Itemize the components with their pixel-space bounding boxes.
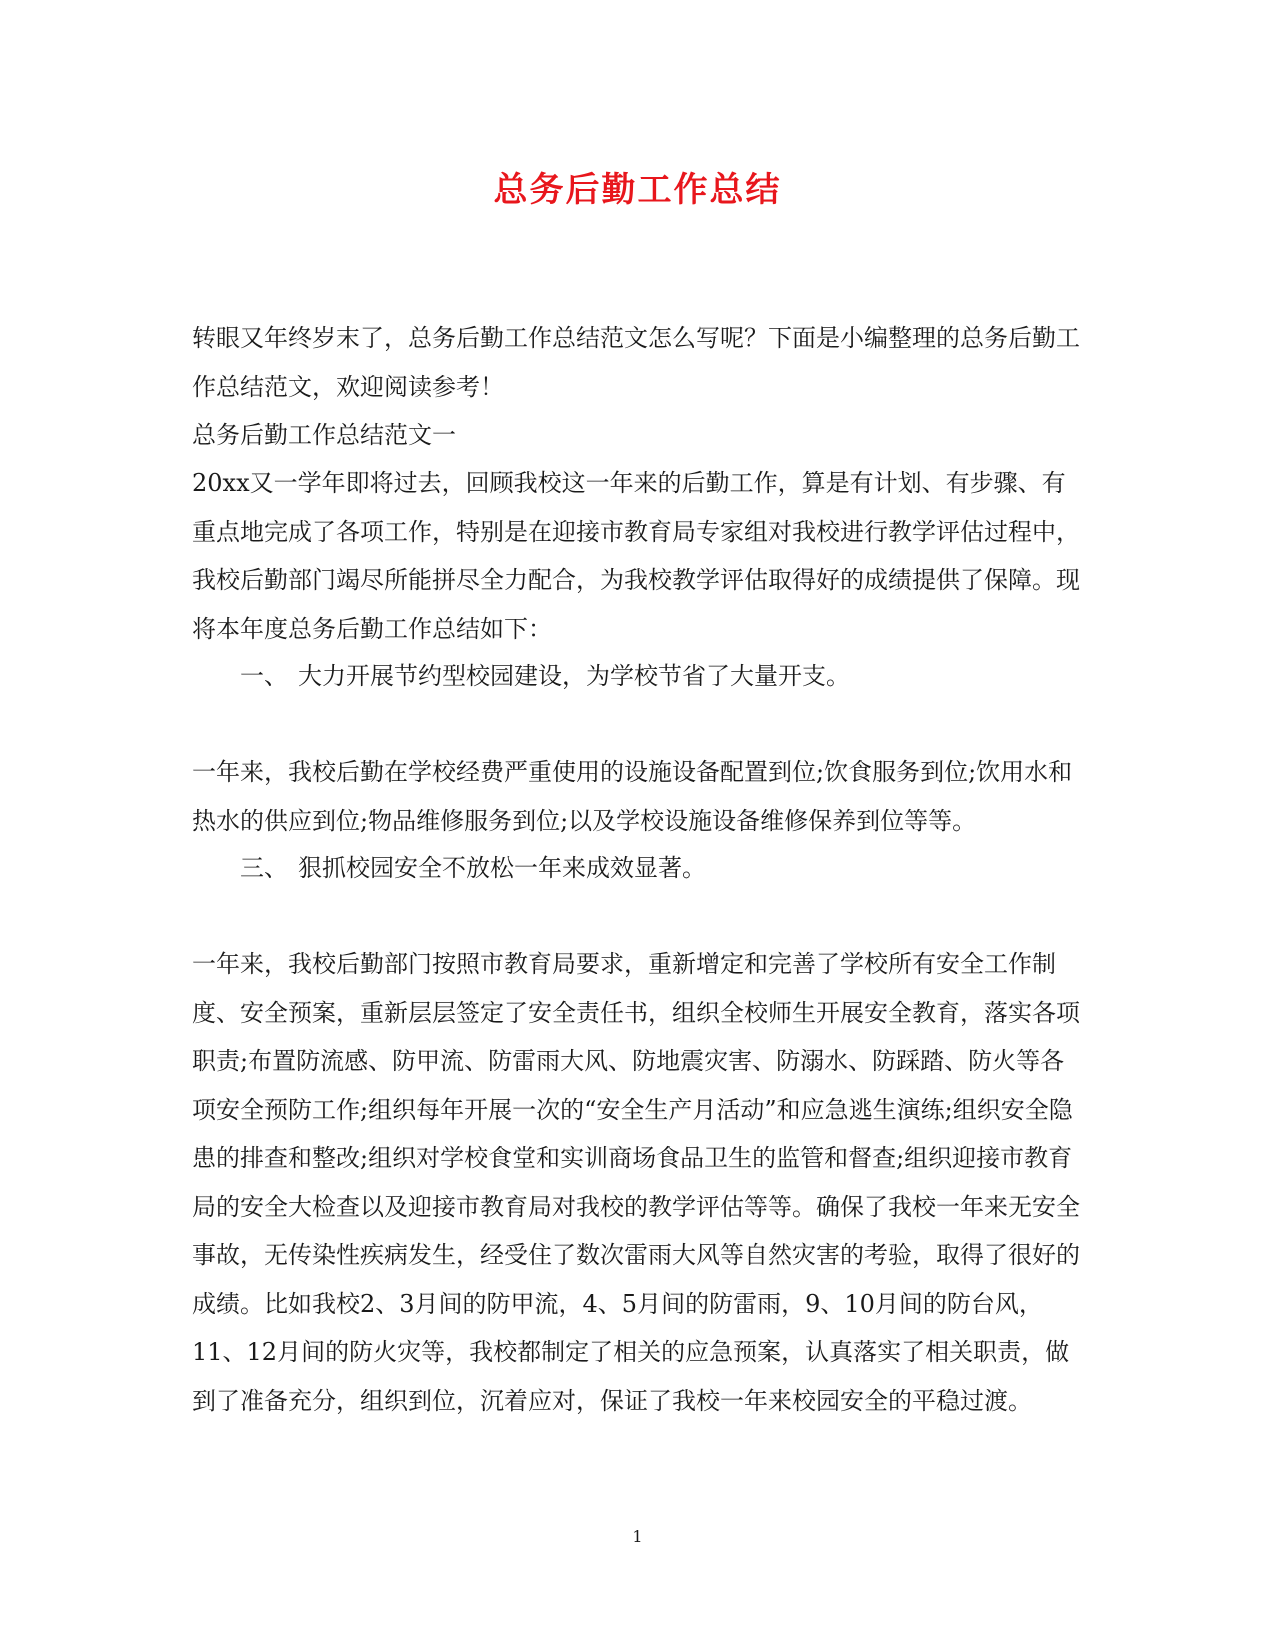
paragraph-1: 20xx又一学年即将过去，回顾我校这一年来的后勤工作，算是有计划、有步骤、有重点地完成了各项工作，特别是在迎接市教育局专家组对我校进行教学评估过程中，我校后勤部门竭尽所能拼尽全力配合，为我校教学评估取得好的成绩提供了保障。现将本年度总务后勤工作总结如下： — [192, 469, 1080, 643]
intro-paragraph: 转眼又年终岁末了，总务后勤工作总结范文怎么写呢？下面是小编整理的总务后勤工作总结范文，欢迎阅读参考！ — [192, 324, 1080, 401]
heading-1 — [240, 652, 850, 700]
section-title: 总务后勤工作总结范文一 — [192, 421, 456, 449]
heading-2-text: 狠抓校园安全不放松一年来成效显著。 — [298, 854, 706, 882]
paragraph-3: 一年来，我校后勤部门按照市教育局要求，重新增定和完善了学校所有安全工作制度、安全预案，重新层层签定了安全责任书，组织全校师生开展安全教育，落实各项职责;布置防流感、防甲流、防雷雨大风、防地震灾害、防溺水、防踩踏、防火等各项安全预防工作;组织每年开展一次的“安全生产月活动”和应急逃生演练;组织安全隐患的排查和整改;组织对学校食堂和实训商场食品卫生的监管和督查;组织迎接市教育局的安全大检查以及迎接市教育局对我校的教学评估等等。确保了我校一年来无安全事故，无传染性疾病发生，经受住了数次雷雨大风等自然灾害的考验，取得了很好的成绩。比如我校2、3月间的防甲流，4、5月间的防雷雨，9、10月间的防台风，11、12月间的防火灾等，我校都制定了相关的应急预案，认真落实了相关职责，做到了准备充分，组织到位，沉着应对，保证了我校一年来校园安全的平稳过渡。 — [192, 950, 1080, 1415]
heading-2 — [240, 844, 706, 892]
paragraph-2: 一年来，我校后勤在学校经费严重使用的设施设备配置到位;饮食服务到位;饮用水和热水的供应到位;物品维修服务到位;以及学校设施设备维修保养到位等等。 — [192, 758, 1073, 835]
page-number: 1 — [632, 1527, 643, 1546]
heading-2-number: 三、 — [240, 854, 288, 882]
heading-1-number: 一、 — [240, 662, 288, 690]
document-title: 总务后勤工作总结 — [493, 170, 782, 210]
heading-1-text: 大力开展节约型校园建设，为学校节省了大量开支。 — [298, 662, 850, 690]
